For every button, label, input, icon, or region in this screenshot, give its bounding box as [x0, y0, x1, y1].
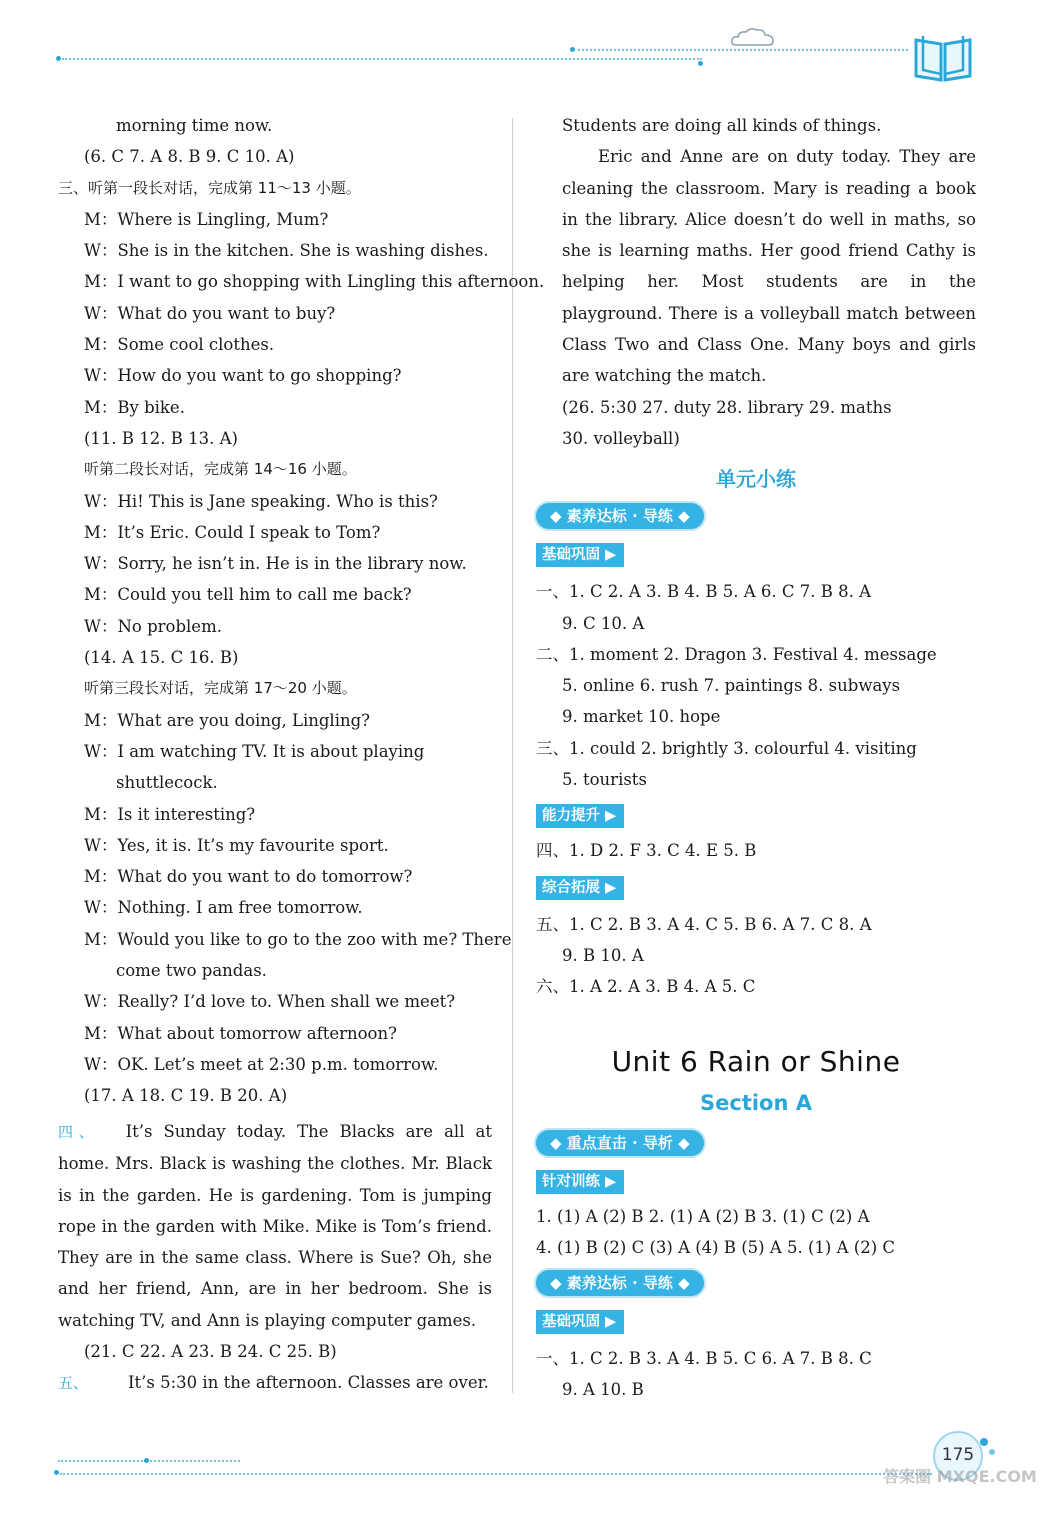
- section-title: Section A: [700, 1090, 812, 1115]
- left-line: 听第三段长对话，完成第 17～20 小题。: [84, 679, 357, 698]
- left-line: 三、听第一段长对话，完成第 11～13 小题。: [58, 178, 361, 197]
- section-5-label: 五、: [58, 1374, 89, 1393]
- left-line: W：No problem.: [84, 616, 222, 636]
- answers-q3-a: 三、1. could 2. brightly 3. colourful 4. visiting: [536, 738, 917, 758]
- left-line: W：Hi! This is Jane speaking. Who is this?: [84, 491, 438, 511]
- tag-targeted: 针对训练 ▶: [536, 1170, 624, 1194]
- left-line: (17. A 18. C 19. B 20. A): [84, 1086, 288, 1106]
- tag-comprehensive: 综合拓展 ▶: [536, 876, 624, 900]
- answers-q5-a: 五、1. C 2. B 3. A 4. C 5. B 6. A 7. C 8. A: [536, 914, 872, 934]
- left-line: M：What about tomorrow afternoon?: [84, 1023, 397, 1043]
- left-line: M：By bike.: [84, 397, 185, 417]
- tag-ability: 能力提升 ▶: [536, 804, 624, 828]
- answers-q1-a: 一、1. C 2. A 3. B 4. B 5. A 6. C 7. B 8. A: [536, 582, 871, 602]
- left-line: come two pandas.: [116, 961, 267, 981]
- tag-basic: 基础巩固 ▶: [536, 543, 624, 567]
- left-line: (14. A 15. C 16. B): [84, 648, 239, 668]
- left-line: M：What are you doing, Lingling?: [84, 710, 371, 730]
- answers-s1-a: 一、1. C 2. B 3. A 4. B 5. C 6. A 7. B 8. C: [536, 1349, 872, 1369]
- section-pill-literacy-2: ◆ 素养达标 · 导练 ◆: [536, 1270, 704, 1296]
- unit-title: Unit 6 Rain or Shine: [611, 1044, 901, 1078]
- answers-s1-b: 9. A 10. B: [562, 1380, 644, 1400]
- left-line: W：Nothing. I am free tomorrow.: [84, 898, 363, 918]
- left-line: 听第二段长对话，完成第 14～16 小题。: [84, 460, 357, 479]
- section-pill-literacy: ◆ 素养达标 · 导练 ◆: [536, 503, 704, 529]
- answers-q5-b: 9. B 10. A: [562, 945, 644, 965]
- left-line: M：Is it interesting?: [84, 804, 256, 824]
- passage-answers-1: (26. 5:30 27. duty 28. library 29. maths: [562, 397, 892, 417]
- section-4-answers: (21. C 22. A 23. B 24. C 25. B): [84, 1342, 337, 1362]
- column-divider: [512, 118, 513, 1393]
- left-line: M：Could you tell him to call me back?: [84, 585, 412, 605]
- left-line: W：Yes, it is. It’s my favourite sport.: [84, 835, 389, 855]
- page-number: 175: [941, 1445, 975, 1465]
- answers-q4: 四、1. D 2. F 3. C 4. E 5. B: [536, 841, 757, 861]
- answers-q1-b: 9. C 10. A: [562, 613, 645, 633]
- watermark: 答案圈 MXQE.COM: [883, 1467, 1037, 1486]
- answers-q2-b: 5. online 6. rush 7. paintings 8. subways: [562, 676, 901, 696]
- left-line: M：It’s Eric. Could I speak to Tom?: [84, 522, 381, 542]
- answers-q3-b: 5. tourists: [562, 770, 647, 790]
- cloud-icon: [730, 27, 776, 49]
- left-column: [58, 110, 545, 1112]
- section-pill-focus: ◆ 重点直击 · 导析 ◆: [536, 1130, 704, 1156]
- section-5-passage: It’s 5:30 in the afternoon. Classes are over.: [128, 1373, 489, 1393]
- answers-q2-a: 二、1. moment 2. Dragon 3. Festival 4. message: [536, 644, 937, 664]
- left-line: shuttlecock.: [116, 773, 218, 793]
- left-line: W：What do you want to buy?: [84, 303, 336, 323]
- left-line: M：Would you like to go to the zoo with me? There: [84, 929, 512, 949]
- passage-answers-2: 30. volleyball): [562, 428, 680, 448]
- left-line: W：Really? I’d love to. When shall we meet?: [84, 992, 456, 1012]
- left-line: W：I am watching TV. It is about playing: [84, 741, 425, 761]
- answers-q6: 六、1. A 2. A 3. B 4. A 5. C: [536, 977, 756, 997]
- open-book-icon: [912, 32, 974, 82]
- answers-q2-c: 9. market 10. hope: [562, 707, 721, 727]
- left-line: morning time now.: [116, 116, 273, 135]
- passage: Eric and Anne are on duty today. They are cleaning the classroom. Mary is reading a book in the library. Alice doesn’t do well in maths, so she is learning maths. Her good friend Cathy is helping her. Most students are in the playground. There is a volleyball match between Class Two and Class One. Many boys and girls are watching the match.: [562, 147, 976, 386]
- section-4-passage: It’s Sunday today. The Blacks are all at home. Mrs. Black is washing the clothes. Mr. Black is in the garden. He is gardening. Tom is jumping rope in the garden with Mike. Mike is Tom’s friend. They are in the same class. Where is Sue? Oh, she and her friend, Ann, are in her bedroom. She is watching TV, and Ann is playing computer games.: [58, 1122, 492, 1330]
- left-line: W：Sorry, he isn’t in. He is in the library now.: [84, 554, 467, 574]
- targeted-answers-1: 1. (1) A (2) B 2. (1) A (2) B 3. (1) C (2) A: [536, 1206, 870, 1226]
- passage-start: Students are doing all kinds of things.: [562, 116, 882, 135]
- left-line: W：How do you want to go shopping?: [84, 366, 402, 386]
- left-line: M：What do you want to do tomorrow?: [84, 867, 413, 887]
- left-line: (6. C 7. A 8. B 9. C 10. A): [84, 147, 295, 167]
- left-line: M：Where is Lingling, Mum?: [84, 209, 329, 229]
- targeted-answers-2: 4. (1) B (2) C (3) A (4) B (5) A 5. (1) A (2) C: [536, 1237, 896, 1257]
- right-column: [536, 110, 976, 1406]
- left-line: (11. B 12. B 13. A): [84, 428, 238, 448]
- unit-practice-title: 单元小练: [716, 467, 796, 492]
- left-line: W：OK. Let’s meet at 2:30 p.m. tomorrow.: [84, 1054, 439, 1074]
- tag-basic-2: 基础巩固 ▶: [536, 1310, 624, 1334]
- left-line: M：I want to go shopping with Lingling this afternoon.: [84, 272, 545, 292]
- section-4-label: 四、: [58, 1123, 100, 1141]
- section-4: [58, 1116, 492, 1399]
- left-line: M：Some cool clothes.: [84, 335, 275, 355]
- left-line: W：She is in the kitchen. She is washing dishes.: [84, 241, 489, 261]
